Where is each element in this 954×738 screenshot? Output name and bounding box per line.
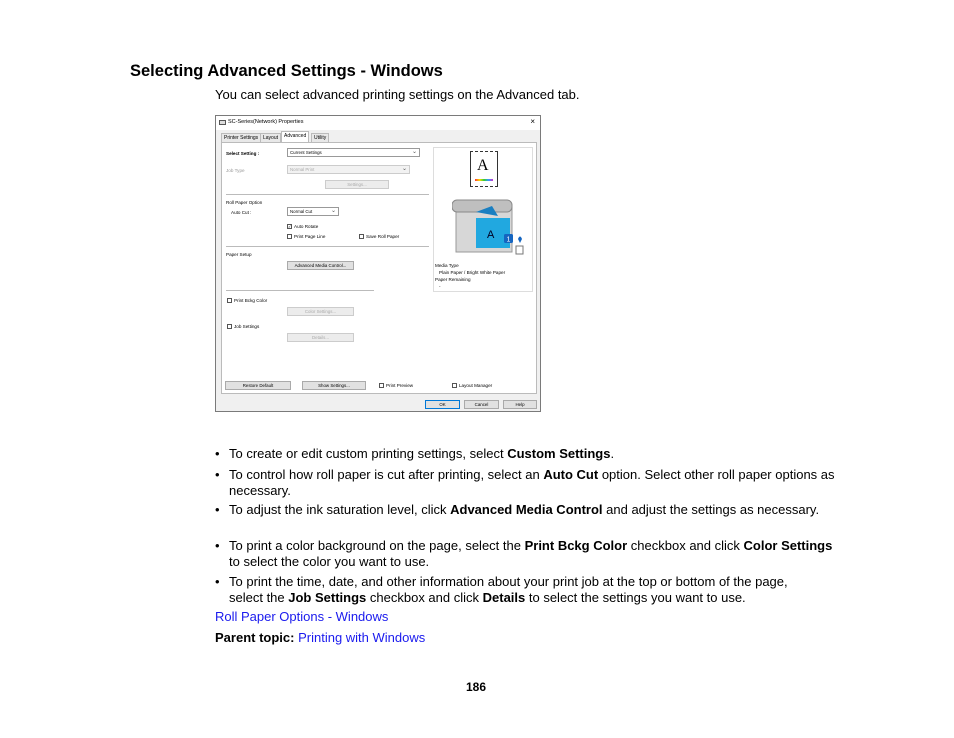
page-heading: Selecting Advanced Settings - Windows (130, 62, 443, 80)
tab-layout[interactable]: Layout (260, 133, 281, 142)
bullet-text: To print the time, date, and other information about your print job at the top or bottom of the page, select the (229, 574, 788, 605)
print-preview-checkbox[interactable] (379, 383, 384, 388)
paper-remaining-value: - (439, 284, 441, 289)
bullet-text: to select the color you want to use. (229, 553, 430, 569)
select-setting-dropdown[interactable] (287, 148, 420, 157)
auto-rotate-label: Auto Rotate (294, 224, 319, 229)
bullet-bold: Advanced Media Control (450, 502, 603, 517)
dialog-screenshot (215, 115, 541, 412)
bullet: • (215, 574, 220, 589)
auto-cut-dropdown[interactable] (287, 207, 339, 216)
color-bar (475, 179, 493, 181)
divider (226, 246, 429, 247)
bullet-text: To print a color background on the page, select the (229, 538, 525, 553)
bullet-text: To adjust the ink saturation level, click (229, 502, 451, 517)
bullet-bold: Color Settings (743, 538, 833, 553)
cancel-button[interactable]: Cancel (464, 400, 499, 409)
chevron-down-icon: ⌄ (411, 149, 417, 155)
parent-topic-link[interactable]: Printing with Windows (298, 630, 426, 645)
job-type-dropdown[interactable] (287, 165, 410, 174)
bullet-text: checkbox and click (366, 589, 483, 605)
ok-button[interactable]: OK (425, 400, 460, 409)
bullet-text: To control how roll paper is cut after printing, select an (229, 467, 544, 482)
page-number: 186 (466, 680, 487, 694)
media-type-label: Media Type (435, 263, 459, 268)
auto-cut-label: Auto Cut : (231, 210, 252, 215)
bullet-text: and adjust the settings as necessary. (602, 502, 820, 517)
help-button[interactable]: Help (503, 400, 537, 409)
bullet-text: to select the settings you want to use. (525, 589, 746, 605)
details-button[interactable]: Details... (287, 333, 354, 342)
job-type-value: Normal Print (290, 167, 315, 172)
tab-advanced[interactable]: Advanced (281, 131, 309, 143)
bullet-bold: Custom Settings (507, 446, 611, 461)
printer-badge: 1 (506, 236, 511, 244)
bullet-text: option. Select other roll paper options as necessary. (229, 467, 835, 498)
job-settings-label: Job Settings (234, 324, 260, 329)
print-preview-area (433, 147, 533, 292)
select-setting-value: Current Settings (290, 150, 322, 155)
print-preview-label: Print Preview (386, 383, 414, 388)
svg-text:A: A (487, 229, 495, 241)
bullet: • (215, 538, 220, 553)
tab-utility[interactable]: Utility (311, 133, 329, 142)
bullet-text: To create or edit custom printing settings, select (229, 446, 508, 461)
bullet-bold: Print Bckg Color (524, 538, 628, 553)
dialog-title: SC-Series(Network) Properties (228, 119, 304, 125)
chevron-down-icon: ⌄ (401, 166, 407, 172)
color-settings-button[interactable]: Color Settings... (287, 307, 354, 316)
print-page-line-label: Print Page Line (294, 234, 326, 239)
media-type-value: Plain Paper / Bright White Paper (439, 270, 506, 275)
print-page-line-checkbox[interactable] (287, 234, 292, 239)
divider (226, 290, 374, 291)
paper-remaining-label: Paper Remaining (435, 277, 471, 282)
bullet-bold: Auto Cut (543, 467, 599, 482)
dialog-titlebar (216, 116, 540, 130)
advanced-panel (221, 142, 537, 394)
bullet: • (215, 502, 220, 517)
print-bckg-color-checkbox[interactable] (227, 298, 232, 303)
auto-rotate-checkbox[interactable]: ✓ (288, 224, 292, 229)
preview-letter: A (477, 157, 489, 174)
tab-printer-settings[interactable]: Printer Settings (221, 133, 261, 142)
close-icon[interactable]: × (530, 117, 535, 126)
roll-paper-option-label: Roll Paper Option (226, 200, 263, 205)
page-preview (470, 151, 498, 187)
restore-default-button[interactable]: Restore Default (225, 381, 291, 390)
print-bckg-color-label: Print Bckg Color (234, 298, 268, 303)
select-setting-label: Select Setting : (226, 151, 260, 156)
job-type-label: Job Type (226, 168, 245, 173)
settings-button[interactable]: Settings... (325, 180, 389, 189)
save-roll-paper-checkbox[interactable] (359, 234, 364, 239)
bullet-text: . (610, 446, 615, 461)
parent-topic (215, 630, 425, 646)
bullet: • (215, 467, 220, 482)
layout-manager-label: Layout Manager (459, 383, 493, 388)
job-settings-checkbox[interactable] (227, 324, 232, 329)
save-roll-paper-label: Save Roll Paper (366, 234, 400, 239)
layout-manager-checkbox[interactable] (452, 383, 457, 388)
printer-illustration (452, 196, 534, 258)
bullet-bold: Details (482, 589, 526, 605)
auto-cut-value: Normal Cut (290, 209, 313, 214)
parent-topic-label: Parent topic: (215, 630, 295, 645)
intro-text: You can select advanced printing settings on the Advanced tab. (215, 87, 580, 102)
show-settings-button[interactable]: Show Settings... (302, 381, 366, 390)
roll-paper-options-link[interactable]: Roll Paper Options - Windows (215, 609, 389, 624)
paper-setup-label: Paper Setup (226, 252, 252, 257)
bullet: • (215, 446, 220, 461)
divider (226, 194, 429, 195)
advanced-media-control-button[interactable]: Advanced Media Control... (287, 261, 354, 270)
bullet-bold: Job Settings (288, 589, 367, 605)
bullet-text: checkbox and click (627, 538, 744, 553)
printer-icon (219, 120, 226, 125)
chevron-down-icon: ⌄ (330, 208, 336, 214)
